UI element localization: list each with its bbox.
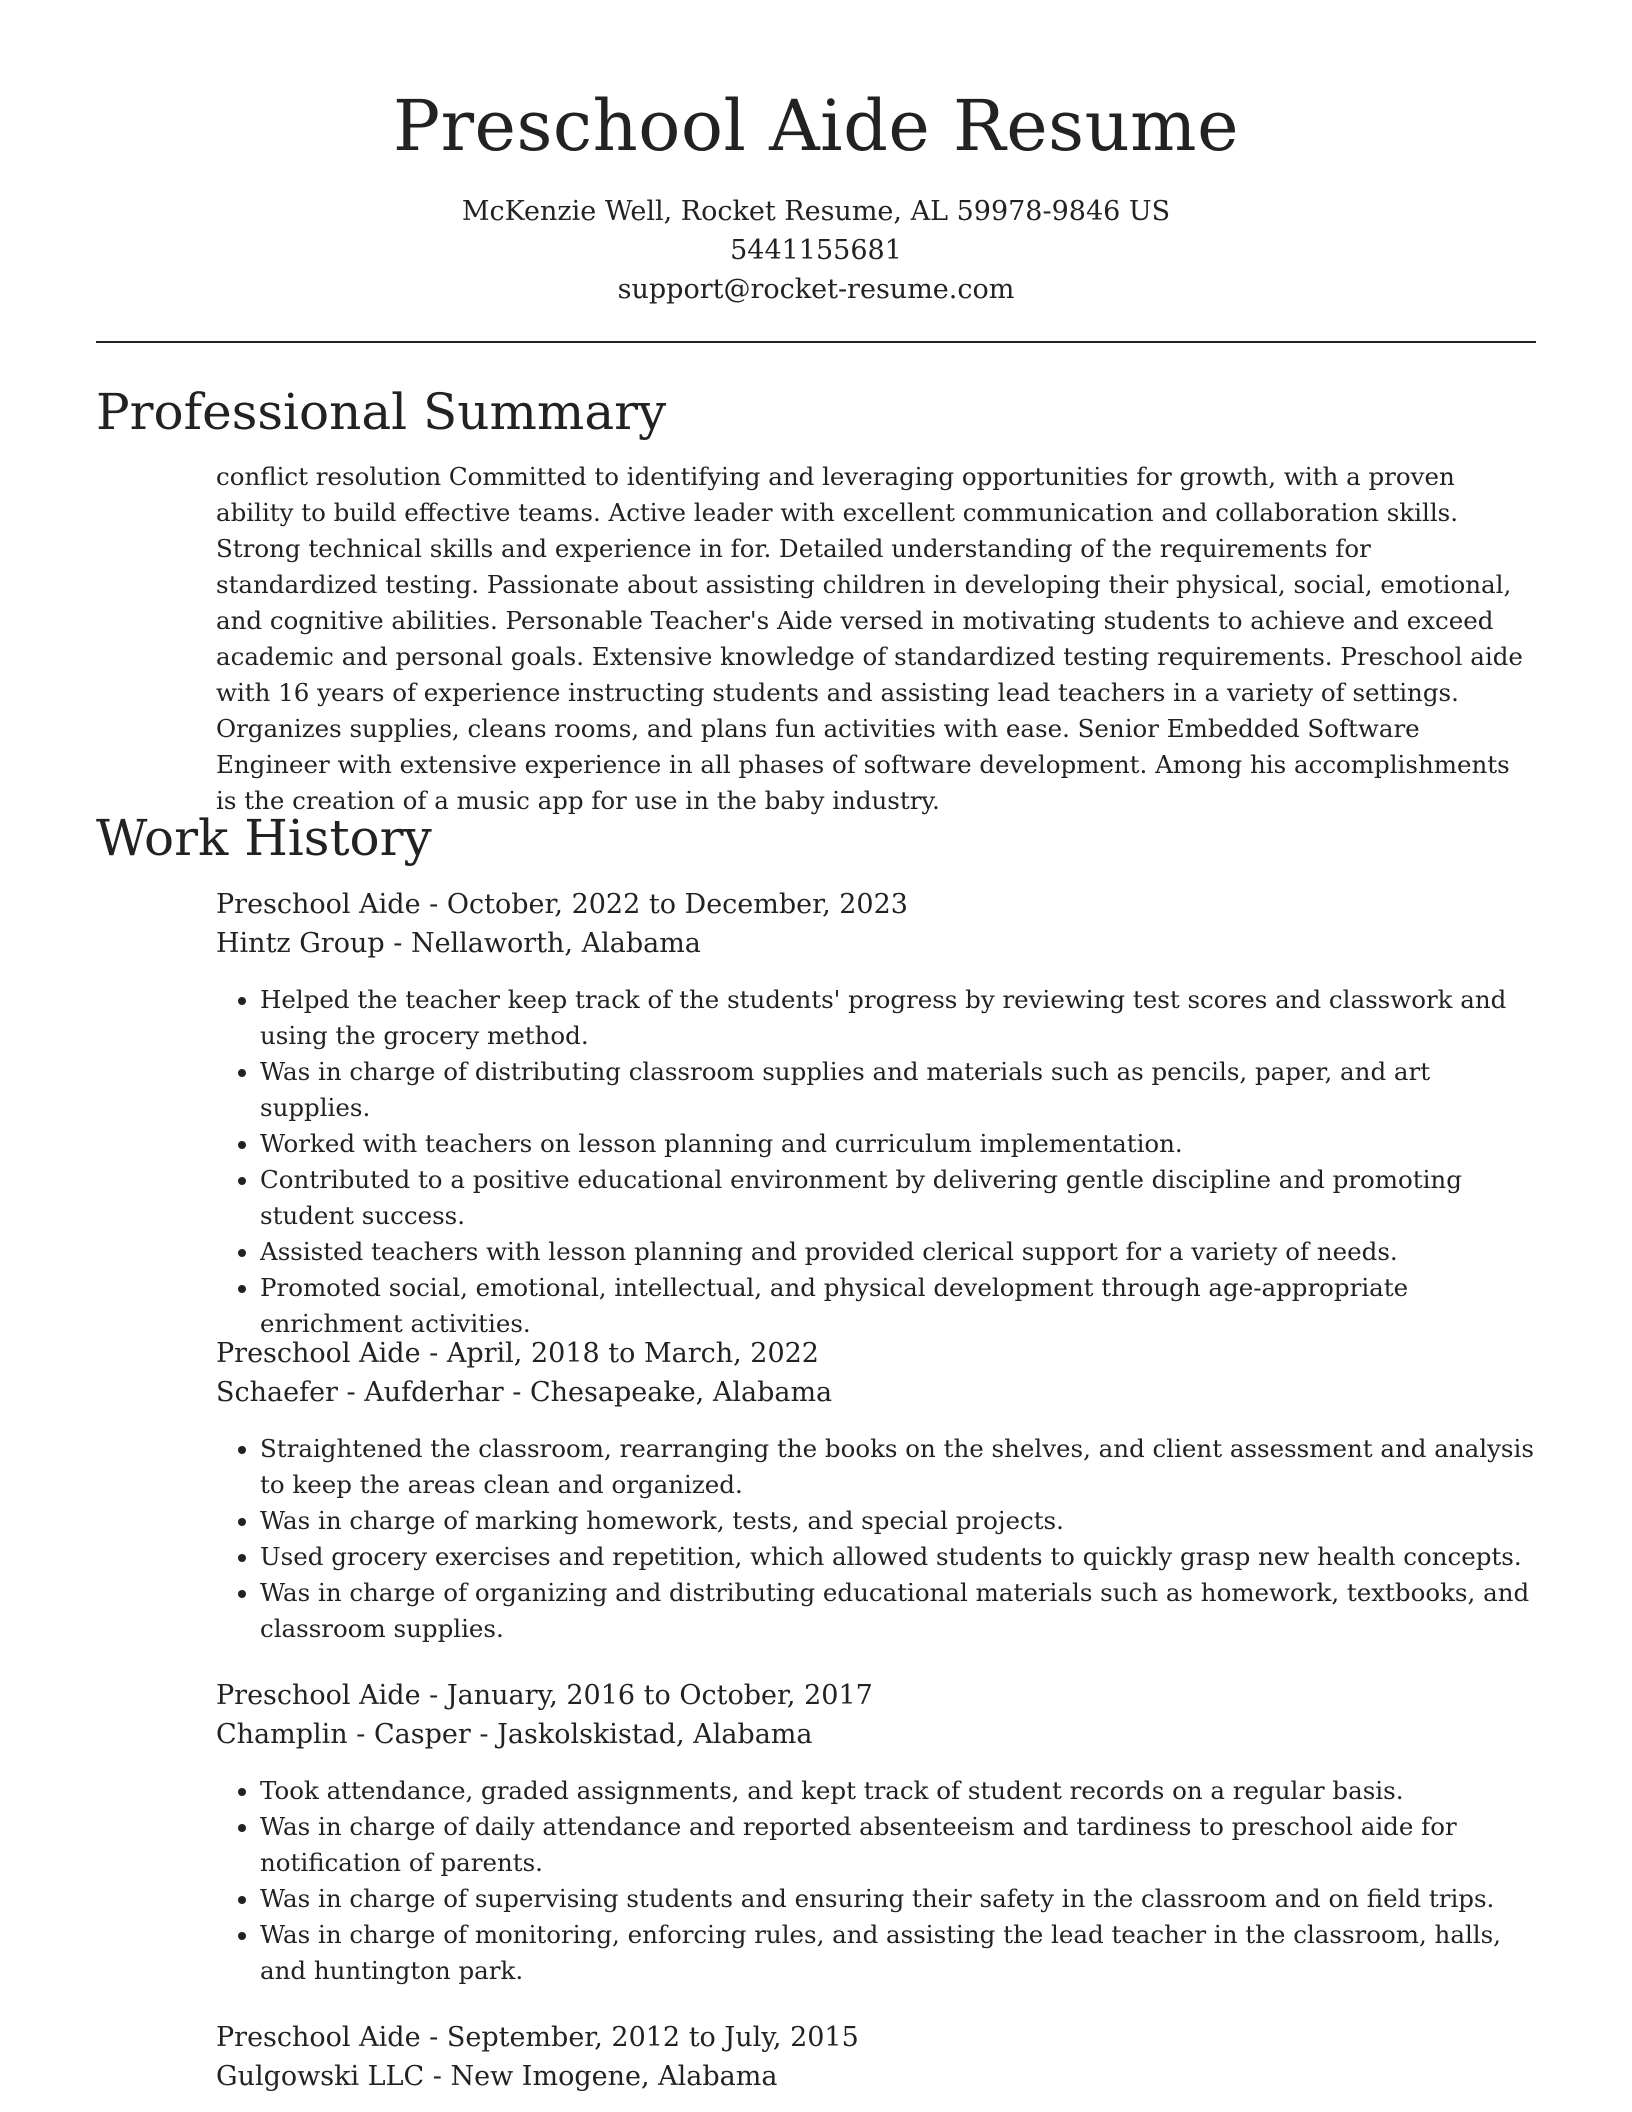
job-bullet: • Was in charge of organizing and distributing educational materials such as homework, textbooks, and classroom supplies. bbox=[260, 1575, 1546, 1647]
job-bullet: • Promoted social, emotional, intellectual, and physical development through age-appropriate enrichment activities. bbox=[260, 1270, 1546, 1342]
job-entry bbox=[216, 1676, 1546, 1989]
job-title: Preschool Aide bbox=[216, 1338, 421, 1369]
job-bullets bbox=[216, 1431, 1546, 1647]
job-bullets bbox=[216, 982, 1546, 1342]
job-company: Schaefer - Aufderhar bbox=[216, 1377, 504, 1408]
job-bullet: • Was in charge of supervising students and ensuring their safety in the classroom and on field trips. bbox=[260, 1881, 1546, 1917]
job-location: Nellaworth, Alabama bbox=[410, 928, 701, 959]
job-bullet: • Took attendance, graded assignments, and kept track of student records on a regular basis. bbox=[260, 1773, 1546, 1809]
job-title: Preschool Aide bbox=[216, 889, 421, 920]
job-bullet: • Was in charge of distributing classroom supplies and materials such as pencils, paper, and art supplies. bbox=[260, 1054, 1546, 1126]
job-bullet: • Was in charge of marking homework, tests, and special projects. bbox=[260, 1503, 1546, 1539]
contact-email: support@rocket-resume.com bbox=[617, 274, 1015, 305]
job-company-line: Gulgowski LLC - New Imogene, Alabama bbox=[216, 2061, 778, 2092]
job-dates: October, 2022 to December, 2023 bbox=[446, 889, 908, 920]
job-entry bbox=[216, 1334, 1546, 1647]
resume-header bbox=[0, 78, 1632, 309]
summary-heading: Professional Summary bbox=[96, 383, 667, 441]
job-company: Hintz Group bbox=[216, 928, 385, 959]
job-dates: September, 2012 to July, 2015 bbox=[446, 2022, 859, 2053]
job-company-line: Hintz Group - Nellaworth, Alabama bbox=[216, 928, 701, 959]
job-bullet: • Used grocery exercises and repetition, which allowed students to quickly grasp new health concepts. bbox=[260, 1539, 1546, 1575]
job-bullet: • Was in charge of daily attendance and reported absenteeism and tardiness to preschool aide for notification of parents. bbox=[260, 1809, 1546, 1881]
job-bullet: • Was in charge of monitoring, enforcing rules, and assisting the lead teacher in the classroom, halls, and huntington park. bbox=[260, 1917, 1546, 1989]
job-company-line: Champlin - Casper - Jaskolskistad, Alabama bbox=[216, 1719, 813, 1750]
job-title: Preschool Aide bbox=[216, 1680, 421, 1711]
job-title-line: Preschool Aide - April, 2018 to March, 2022 bbox=[216, 1338, 819, 1369]
header-divider bbox=[96, 341, 1536, 343]
job-bullet: • Worked with teachers on lesson planning and curriculum implementation. bbox=[260, 1126, 1546, 1162]
work-history-heading: Work History bbox=[96, 809, 432, 867]
contact-info bbox=[0, 192, 1632, 309]
job-bullet: • Contributed to a positive educational environment by delivering gentle discipline and promoting student success. bbox=[260, 1162, 1546, 1234]
job-title: Preschool Aide bbox=[216, 2022, 421, 2053]
summary-text: conflict resolution Committed to identifying and leveraging opportunities for growth, with a proven ability to build effective teams. Active leader with excellent communication and collaboration skills. Strong technical skills and experience in for. Detailed understanding of the requirements for standardized testing. Passionate about assisting children in developing their physical, social, emotional, and cognitive abilities. Personable Teacher's Aide versed in motivating students to achieve and exceed academic and personal goals. Extensive knowledge of standardized testing requirements. Preschool aide with 16 years of experience instructing students and assisting lead teachers in a variety of settings. Organizes supplies, cleans rooms, and plans fun activities with ease. Senior Embedded Software Engineer with extensive experience in all phases of software development. Among his accomplishments is the creation of a music app for use in the baby industry. bbox=[216, 462, 1523, 815]
job-dates: April, 2018 to March, 2022 bbox=[446, 1338, 819, 1369]
job-entry bbox=[216, 2018, 1546, 2096]
resume-title: Preschool Aide Resume bbox=[393, 85, 1239, 167]
job-title-line: Preschool Aide - January, 2016 to October, 2017 bbox=[216, 1680, 873, 1711]
job-bullet: • Straightened the classroom, rearranging the books on the shelves, and client assessment and analysis to keep the areas clean and organized. bbox=[260, 1431, 1546, 1503]
contact-address: McKenzie Well, Rocket Resume, AL 59978-9846 US bbox=[461, 196, 1171, 227]
job-title-line: Preschool Aide - September, 2012 to July, 2015 bbox=[216, 2022, 859, 2053]
job-location: Jaskolskistad, Alabama bbox=[497, 1719, 813, 1750]
job-location: New Imogene, Alabama bbox=[450, 2061, 778, 2092]
job-company-line: Schaefer - Aufderhar - Chesapeake, Alabama bbox=[216, 1377, 833, 1408]
job-company: Champlin - Casper bbox=[216, 1719, 471, 1750]
contact-phone: 5441155681 bbox=[730, 235, 902, 266]
job-dates: January, 2016 to October, 2017 bbox=[446, 1680, 873, 1711]
job-company: Gulgowski LLC bbox=[216, 2061, 425, 2092]
job-bullet: • Assisted teachers with lesson planning and provided clerical support for a variety of needs. bbox=[260, 1234, 1546, 1270]
job-bullets bbox=[216, 1773, 1546, 1989]
job-title-line: Preschool Aide - October, 2022 to December, 2023 bbox=[216, 889, 908, 920]
job-bullet: • Helped the teacher keep track of the students' progress by reviewing test scores and classwork and using the grocery method. bbox=[260, 982, 1546, 1054]
job-entry bbox=[216, 885, 1546, 1342]
job-location: Chesapeake, Alabama bbox=[530, 1377, 833, 1408]
